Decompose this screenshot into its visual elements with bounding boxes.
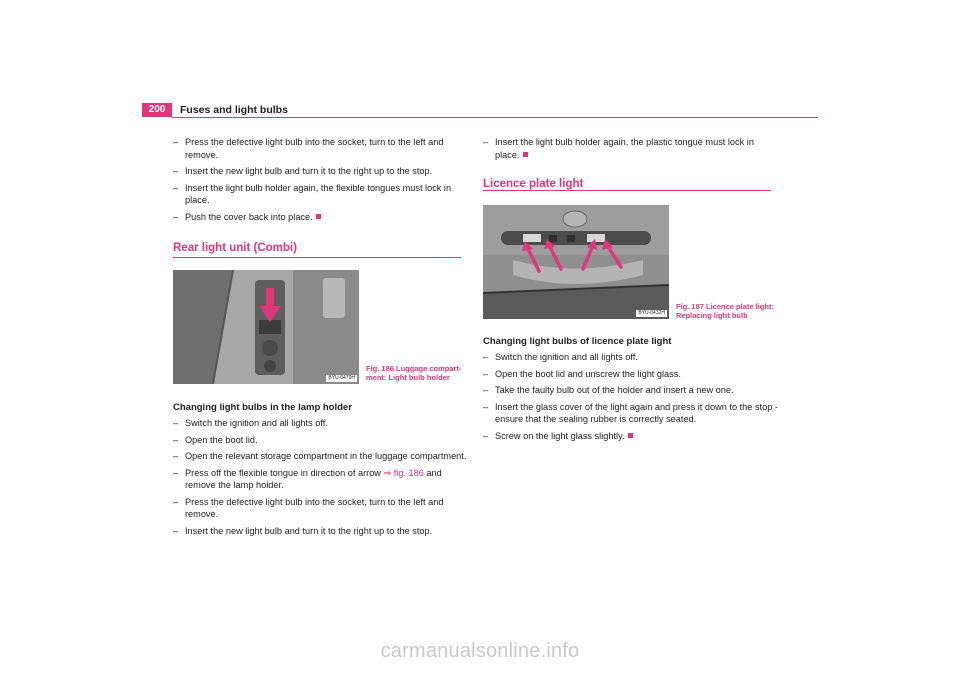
subheading-licence-plate: Changing light bulbs of licence plate light xyxy=(483,336,672,347)
figure-186-caption: Fig. 186 Luggage compart-ment: Light bulb holder xyxy=(366,364,462,382)
section-rule xyxy=(173,257,461,258)
section-title-licence-plate: Licence plate light xyxy=(483,178,584,190)
step-item: – Press the defective light bulb into the socket, turn to the left and remove. xyxy=(173,137,444,160)
step-item: – Screw on the light glass slightly. xyxy=(483,430,778,443)
step-item: – Press the defective light bulb into the socket, turn to the left and remove. xyxy=(173,496,444,519)
left-intro-steps xyxy=(173,136,463,227)
step-item: – Insert the new light bulb and turn it to the right up to the stop. xyxy=(173,166,433,176)
step-item: – Open the boot lid. xyxy=(173,434,258,445)
step-item: – Switch the ignition and all lights off. xyxy=(173,418,328,428)
header-rule xyxy=(172,117,818,118)
figure-187-caption: Fig. 187 Licence plate light: Replacing light bulb xyxy=(676,302,774,320)
end-of-section-icon xyxy=(628,433,633,438)
running-header-title: Fuses and light bulbs xyxy=(180,104,288,116)
figure-187-image xyxy=(483,205,669,319)
figure-reference-link[interactable]: ⇒ fig. 186 xyxy=(383,467,424,478)
step-item: – Insert the light bulb holder again, the plastic tongue must lock in place. xyxy=(483,137,754,160)
right-intro-steps xyxy=(483,136,773,165)
right-steps xyxy=(483,351,778,446)
figure-code: BYU-0432H xyxy=(638,310,665,316)
watermark: carmanualsonline.info xyxy=(380,640,580,662)
step-item: – Take the faulty bulb out of the holder and insert a new one. xyxy=(483,385,734,395)
step-item: – Press off the flexible tongue in direction of arrow ⇒ fig. 186 and remove the lamp holder. xyxy=(173,467,442,490)
step-item: – Insert the glass cover of the light again and press it down to the stop - ensure that the sealing rubber is correctly seated. xyxy=(483,401,778,424)
section-title-rear-light: Rear light unit (Combi) xyxy=(173,242,297,254)
step-item: – Insert the new light bulb and turn it to the right up to the stop. xyxy=(173,525,433,536)
figure-186-image xyxy=(173,270,359,384)
step-item: – Insert the light bulb holder again, the flexible tongues must lock in place. xyxy=(173,182,452,205)
step-item: – Open the relevant storage compartment in the luggage compartment. xyxy=(173,451,467,461)
licence-plate-light-illustration xyxy=(483,205,669,319)
step-item: – Push the cover back into place. xyxy=(173,211,463,224)
end-of-section-icon xyxy=(523,152,528,157)
step-item: – Open the boot lid and unscrew the light glass. xyxy=(483,368,681,379)
subheading-lamp-holder: Changing light bulbs in the lamp holder xyxy=(173,402,352,413)
page-number: 200 xyxy=(142,103,172,117)
end-of-section-icon xyxy=(316,214,321,219)
step-item: – Switch the ignition and all lights off. xyxy=(483,352,638,362)
left-steps xyxy=(173,417,468,541)
section-rule xyxy=(483,190,771,191)
figure-code: BYU-0479H xyxy=(328,375,355,381)
luggage-compartment-illustration xyxy=(173,270,359,384)
